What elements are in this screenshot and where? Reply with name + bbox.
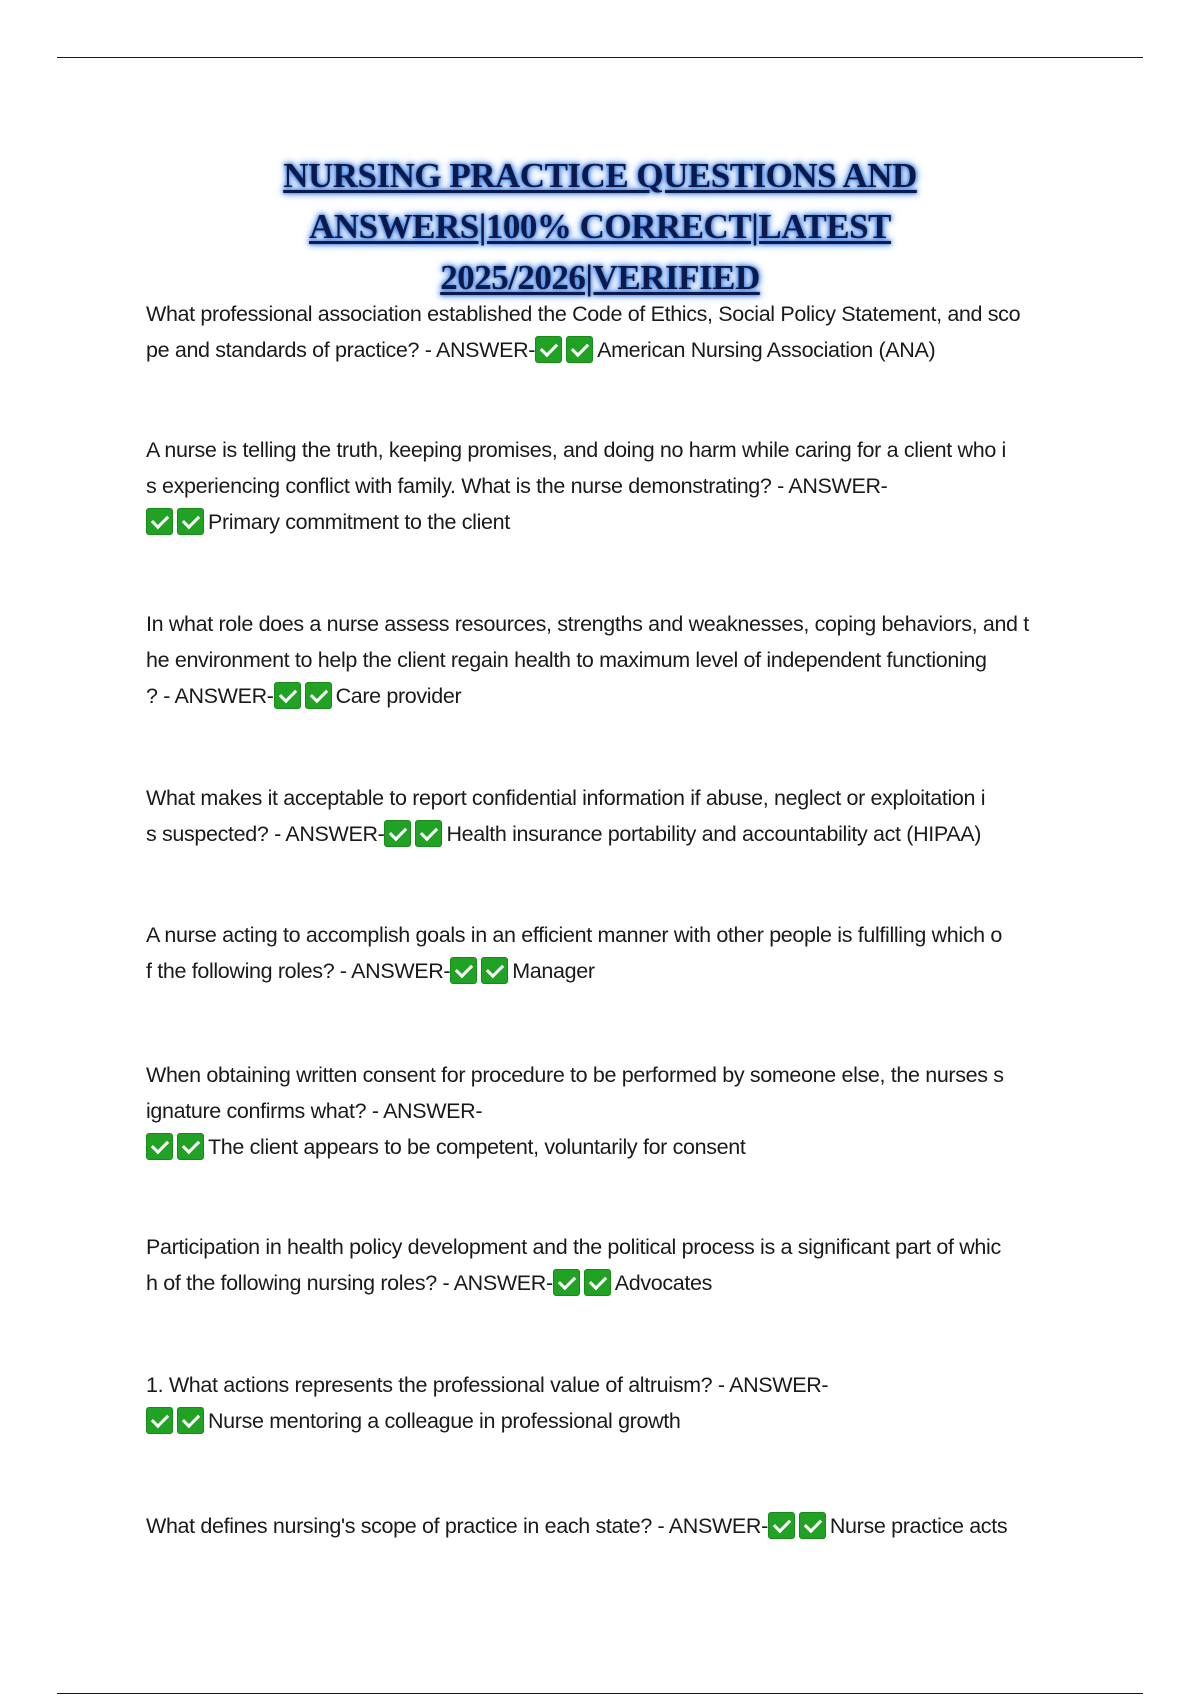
question-line [146,953,1076,989]
answer-text: Care provider [335,684,462,708]
qa-item [146,1367,1076,1439]
question-line: he environment to help the client regain health to maximum level of independent functioning [146,648,987,672]
question-text: ? - ANSWER- [146,684,274,708]
answer-line [146,1403,1076,1439]
check-icon [177,508,204,535]
answer-text: American Nursing Association (ANA) [597,338,936,362]
question-text: pe and standards of practice? - ANSWER- [146,338,536,362]
question-line: ignature confirms what? - ANSWER- [146,1099,483,1123]
question-text: What defines nursing's scope of practice in each state? - ANSWER- [146,1514,768,1538]
question-line: 1. What actions represents the professional value of altruism? - ANSWER- [146,1373,829,1397]
question-line: Participation in health policy development and the political process is a significant part of whic [146,1235,1001,1259]
answer-text: Nurse practice acts [829,1514,1008,1538]
answer-text: Nurse mentoring a colleague in professional growth [208,1409,681,1433]
check-icon [799,1512,826,1539]
question-line: In what role does a nurse assess resources, strengths and weaknesses, coping behaviors, and t [146,612,1029,636]
qa-item [146,780,1076,852]
title-line: 2025/2026|VERIFIED [440,258,760,297]
answer-text: Primary commitment to the client [208,510,510,534]
check-icon [415,820,442,847]
question-line [146,332,1076,368]
question-line [146,678,1076,714]
document-title [0,150,1200,303]
answer-line [146,1129,1076,1165]
title-line: ANSWERS|100% CORRECT|LATEST [309,207,891,246]
check-icon [146,1407,173,1434]
qa-item [146,296,1076,368]
question-line [146,1508,1076,1544]
check-icon [146,508,173,535]
check-icon [305,682,332,709]
check-icon [566,336,593,363]
check-icon [481,957,508,984]
check-icon [553,1269,580,1296]
question-text: s suspected? - ANSWER- [146,822,385,846]
top-rule [57,57,1143,58]
check-icon [177,1407,204,1434]
qa-item [146,1229,1076,1301]
question-text: f the following roles? - ANSWER- [146,959,451,983]
question-line [146,1265,1076,1301]
answer-text: Health insurance portability and accountability act (HIPAA) [446,822,982,846]
qa-item [146,1508,1076,1544]
answer-text: Advocates [614,1271,713,1295]
question-line: A nurse is telling the truth, keeping promises, and doing no harm while caring for a client who i [146,438,1006,462]
question-line [146,816,1076,852]
question-line: When obtaining written consent for procedure to be performed by someone else, the nurses s [146,1063,1004,1087]
question-line: What makes it acceptable to report confidential information if abuse, neglect or exploitation i [146,786,986,810]
answer-line [146,504,1076,540]
check-icon [768,1512,795,1539]
question-line: A nurse acting to accomplish goals in an efficient manner with other people is fulfilling which o [146,923,1003,947]
check-icon [584,1269,611,1296]
check-icon [384,820,411,847]
check-icon [535,336,562,363]
qa-item [146,1057,1076,1165]
question-line: s experiencing conflict with family. What is the nurse demonstrating? - ANSWER- [146,474,888,498]
qa-item [146,917,1076,989]
check-icon [450,957,477,984]
check-icon [146,1133,173,1160]
check-icon [177,1133,204,1160]
answer-text: The client appears to be competent, voluntarily for consent [208,1135,746,1159]
title-line: NURSING PRACTICE QUESTIONS AND [283,156,917,195]
question-text: h of the following nursing roles? - ANSWER- [146,1271,553,1295]
bottom-rule [57,1693,1143,1694]
qa-item [146,606,1076,714]
answer-text: Manager [512,959,595,983]
check-icon [274,682,301,709]
question-line: What professional association established the Code of Ethics, Social Policy Statement, and sco [146,302,1021,326]
qa-item [146,432,1076,540]
